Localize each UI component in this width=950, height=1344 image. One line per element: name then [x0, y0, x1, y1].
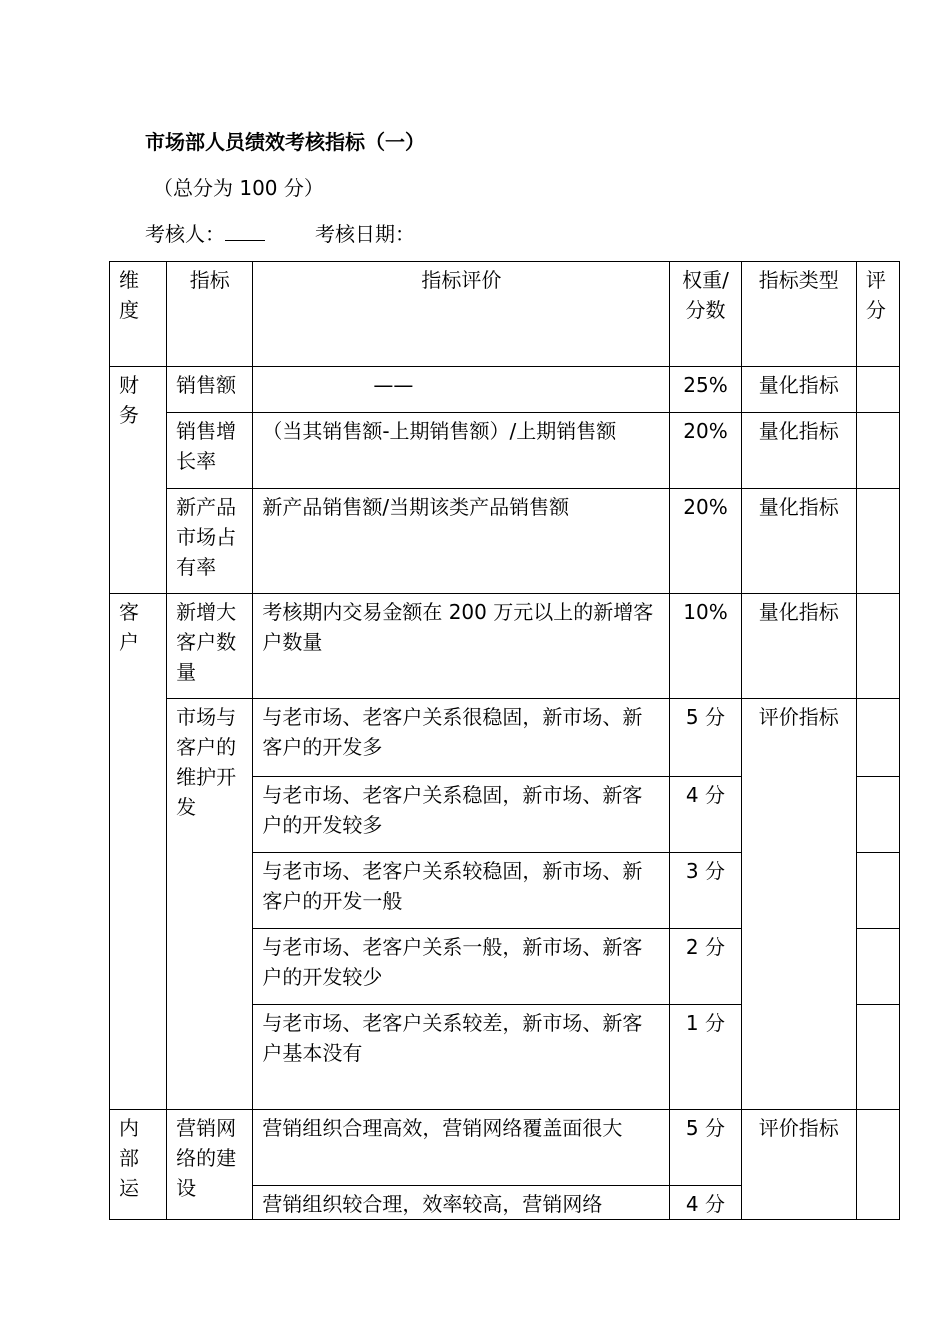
header-score: 评分 [856, 262, 899, 367]
indicator-cell: 销售增长率 [167, 413, 253, 489]
weight-cell: 5 分 [670, 699, 741, 777]
indicator-cell: 新增大客户数量 [167, 594, 253, 699]
type-cell: 量化指标 [741, 413, 856, 489]
evaluation-cell: 新产品销售额/当期该类产品销售额 [253, 489, 670, 594]
dimension-cell: 财务 [110, 367, 167, 594]
score-cell[interactable] [856, 929, 899, 1005]
dimension-cell: 客户 [110, 594, 167, 1110]
weight-cell: 1 分 [670, 1005, 741, 1110]
evaluation-cell: 与老市场、老客户关系一般，新市场、新客户的开发较少 [253, 929, 670, 1005]
assessor-line [145, 218, 415, 247]
document-title: 市场部人员绩效考核指标（一） [145, 130, 425, 154]
weight-cell: 20% [670, 489, 741, 594]
indicator-cell: 营销网络的建设 [167, 1110, 253, 1220]
score-cell[interactable] [856, 367, 899, 413]
indicator-cell: 新产品市场占有率 [167, 489, 253, 594]
evaluation-cell: 与老市场、老客户关系很稳固，新市场、新客户的开发多 [253, 699, 670, 777]
evaluation-cell: 与老市场、老客户关系稳固，新市场、新客户的开发较多 [253, 777, 670, 853]
weight-cell: 2 分 [670, 929, 741, 1005]
weight-cell: 4 分 [670, 1186, 741, 1220]
evaluation-cell: 考核期内交易金额在 200 万元以上的新增客户数量 [253, 594, 670, 699]
evaluation-cell: —— [253, 367, 670, 413]
assessor-blank[interactable] [225, 222, 265, 241]
header-indicator: 指标 [167, 262, 253, 367]
type-cell: 量化指标 [741, 367, 856, 413]
dimension-cell: 内部运 [110, 1110, 167, 1220]
type-cell: 评价指标 [741, 1110, 856, 1220]
table-row [110, 489, 900, 594]
header-evaluation: 指标评价 [253, 262, 670, 367]
score-cell[interactable] [856, 594, 899, 699]
type-cell: 评价指标 [741, 699, 856, 1110]
kpi-table [109, 261, 900, 1220]
weight-cell: 25% [670, 367, 741, 413]
type-cell: 量化指标 [741, 489, 856, 594]
weight-cell: 5 分 [670, 1110, 741, 1186]
header-type: 指标类型 [741, 262, 856, 367]
table-row [110, 699, 900, 777]
header-dimension: 维度 [110, 262, 167, 367]
score-cell[interactable] [856, 413, 899, 489]
score-cell[interactable] [856, 1005, 899, 1110]
weight-cell: 3 分 [670, 853, 741, 929]
table-row [110, 367, 900, 413]
indicator-cell: 销售额 [167, 367, 253, 413]
table-header-row [110, 262, 900, 367]
weight-cell: 20% [670, 413, 741, 489]
evaluation-cell: 与老市场、老客户关系较差，新市场、新客户基本没有 [253, 1005, 670, 1110]
date-label: 考核日期： [315, 222, 415, 246]
score-cell[interactable] [856, 699, 899, 777]
type-cell: 量化指标 [741, 594, 856, 699]
table-row [110, 413, 900, 489]
score-cell[interactable] [856, 777, 899, 853]
evaluation-cell: 营销组织较合理，效率较高，营销网络 [253, 1186, 670, 1220]
header-weight: 权重/分数 [670, 262, 741, 367]
total-score-note: （总分为 100 分） [153, 176, 324, 200]
weight-cell: 10% [670, 594, 741, 699]
evaluation-cell: （当其销售额-上期销售额）/上期销售额 [253, 413, 670, 489]
assessor-label: 考核人： [145, 222, 225, 246]
weight-cell: 4 分 [670, 777, 741, 853]
score-cell[interactable] [856, 489, 899, 594]
table-row [110, 1110, 900, 1186]
evaluation-cell: 与老市场、老客户关系较稳固，新市场、新客户的开发一般 [253, 853, 670, 929]
evaluation-cell: 营销组织合理高效，营销网络覆盖面很大 [253, 1110, 670, 1186]
score-cell[interactable] [856, 853, 899, 929]
score-cell[interactable] [856, 1110, 899, 1220]
table-row [110, 594, 900, 699]
indicator-cell: 市场与客户的维护开发 [167, 699, 253, 1110]
